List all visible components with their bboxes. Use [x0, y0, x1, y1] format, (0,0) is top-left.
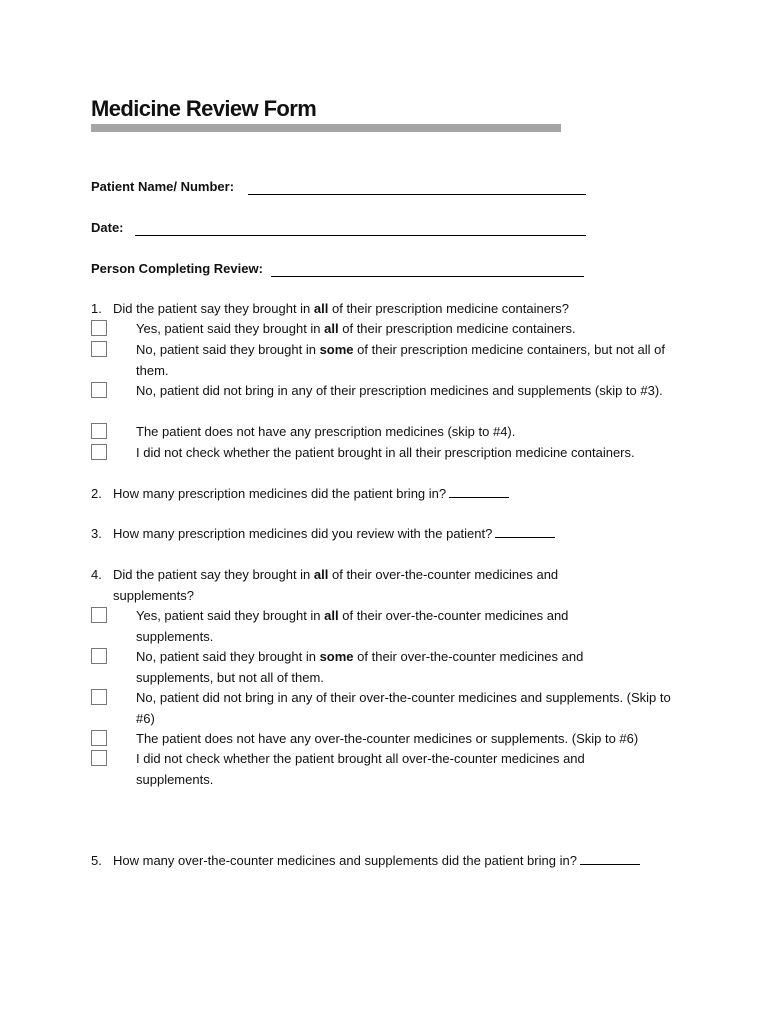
title-underline-bar: [91, 124, 561, 132]
person-completing-input-line[interactable]: [271, 276, 584, 277]
option-text: No, patient did not bring in any of their over-the-counter medicines and supplements. (Skip to #6): [136, 690, 671, 726]
question-number: 5.: [91, 853, 102, 868]
checkbox[interactable]: [91, 730, 107, 746]
page-title: Medicine Review Form: [91, 96, 317, 121]
checkbox[interactable]: [91, 382, 107, 398]
question-number: 2.: [91, 486, 102, 501]
date-field: [91, 220, 124, 235]
checkbox[interactable]: [91, 689, 107, 705]
question-text: How many over-the-counter medicines and supplements did the patient bring in?: [113, 851, 640, 872]
date-input-line[interactable]: [135, 235, 586, 236]
patient-name-label: Patient Name/ Number:: [91, 179, 235, 194]
option-text: No, patient said they brought in some of their prescription medicine containers, but not all of them.: [136, 342, 665, 378]
patient-name-input-line[interactable]: [248, 194, 586, 195]
person-completing-label: Person Completing Review:: [91, 261, 263, 276]
person-completing-field: [91, 261, 263, 276]
answer-blank[interactable]: [449, 485, 509, 498]
patient-name-field: [91, 179, 234, 194]
question-text: How many prescription medicines did the patient bring in?: [113, 484, 509, 505]
option-text: The patient does not have any over-the-counter medicines or supplements. (Skip to #6): [136, 731, 639, 746]
question-text: How many prescription medicines did you review with the patient?: [113, 524, 555, 545]
checkbox[interactable]: [91, 423, 107, 439]
option-text: Yes, patient said they brought in all of their over-the-counter medicines and supplements.: [136, 608, 569, 644]
checkbox[interactable]: [91, 341, 107, 357]
checkbox[interactable]: [91, 607, 107, 623]
checkbox[interactable]: [91, 648, 107, 664]
option-text: I did not check whether the patient brought all over-the-counter medicines and supplements.: [136, 751, 585, 787]
question-text: Did the patient say they brought in all of their prescription medicine containers?: [113, 301, 569, 316]
question-number: 4.: [91, 567, 102, 582]
option-text: Yes, patient said they brought in all of their prescription medicine containers.: [136, 321, 576, 336]
checkbox[interactable]: [91, 444, 107, 460]
question-number: 1.: [91, 301, 102, 316]
checkbox[interactable]: [91, 320, 107, 336]
checkbox[interactable]: [91, 750, 107, 766]
question-text: Did the patient say they brought in all of their over-the-counter medicines and supplements?: [113, 567, 559, 603]
option-text: The patient does not have any prescription medicines (skip to #4).: [136, 424, 516, 439]
option-text: No, patient did not bring in any of their prescription medicines and supplements (skip to #3).: [136, 383, 663, 398]
option-text: I did not check whether the patient brought in all their prescription medicine containers.: [136, 445, 635, 460]
answer-blank[interactable]: [580, 852, 640, 865]
answer-blank[interactable]: [495, 525, 555, 538]
question-number: 3.: [91, 526, 102, 541]
option-text: No, patient said they brought in some of their over-the-counter medicines and supplements, but not all of them.: [136, 649, 584, 685]
date-label: Date:: [91, 220, 124, 235]
